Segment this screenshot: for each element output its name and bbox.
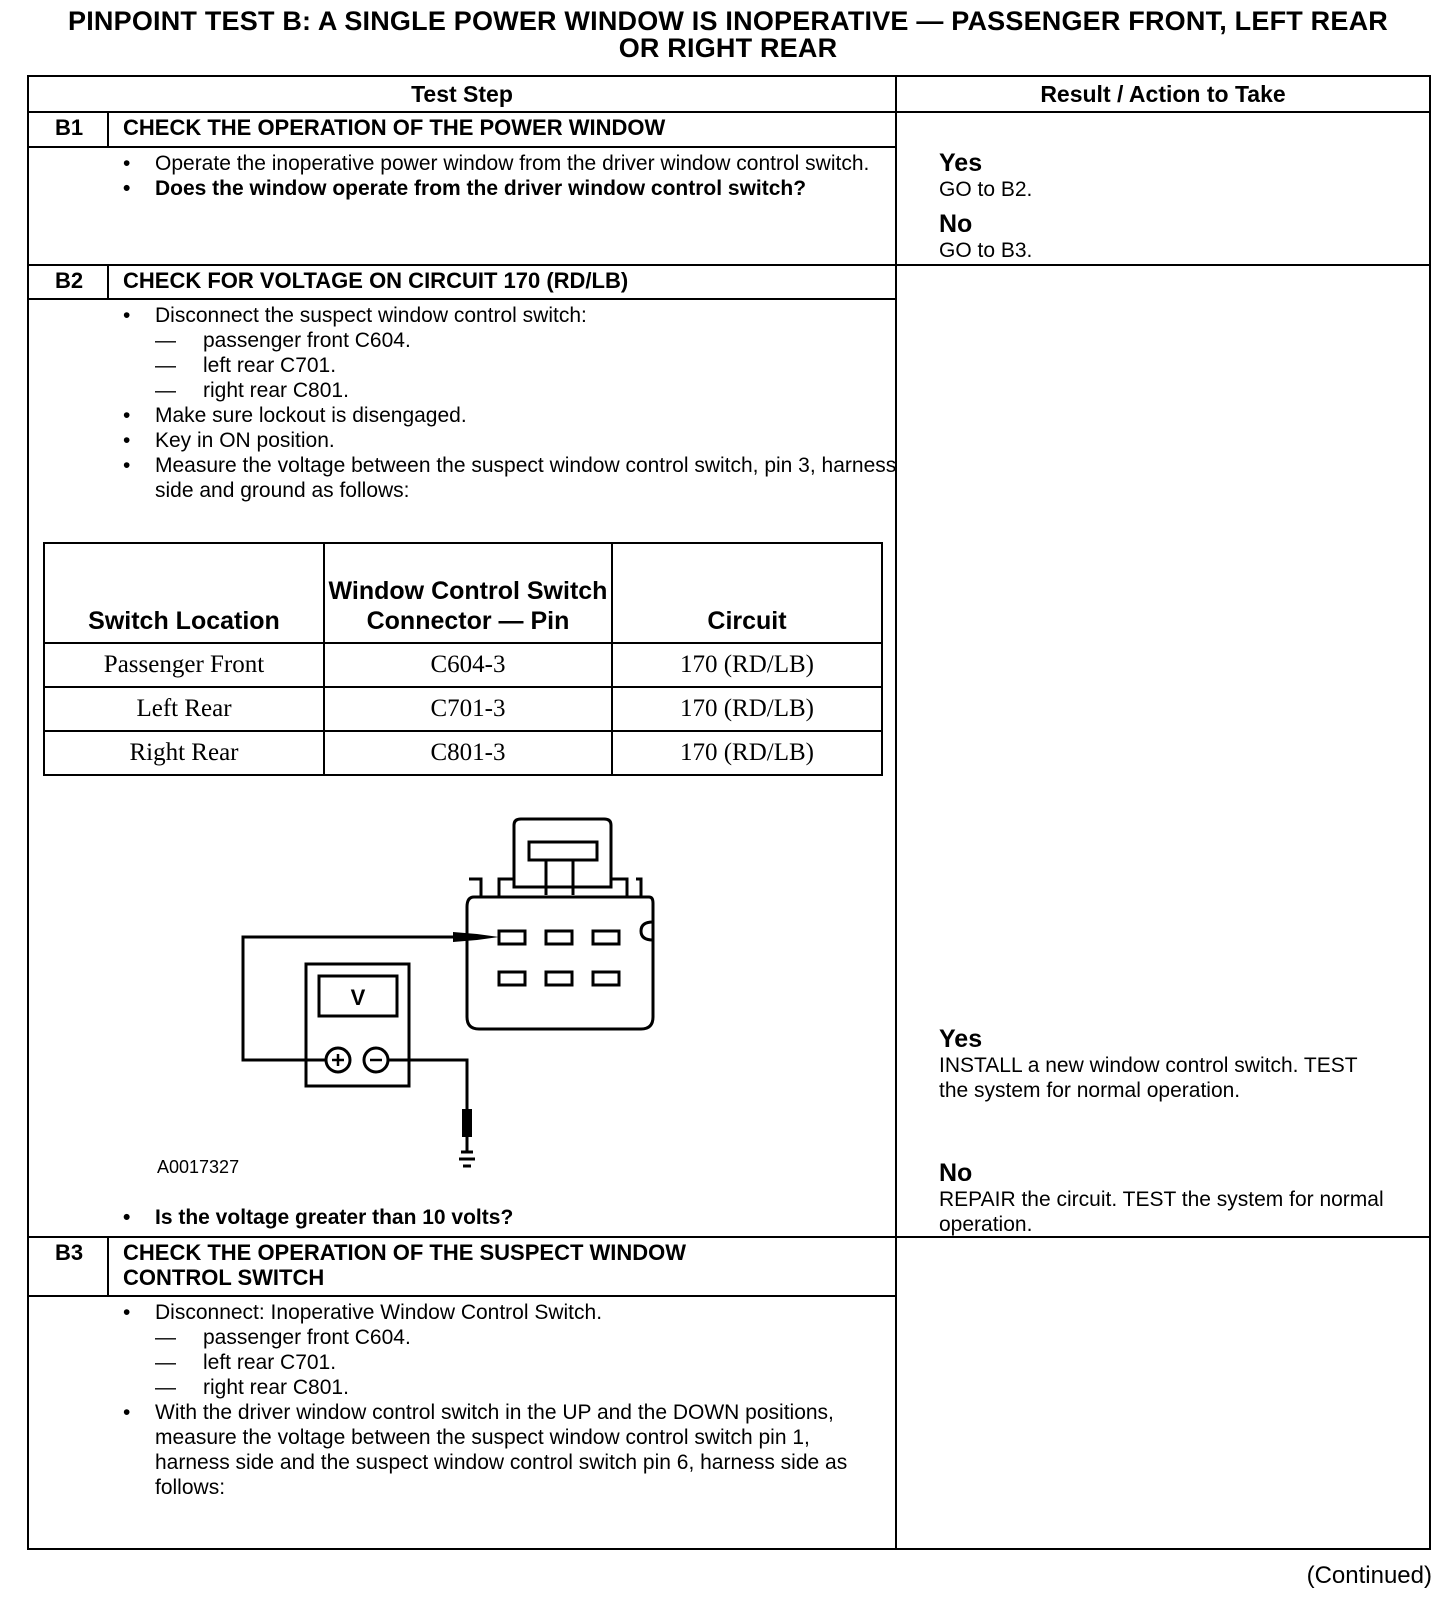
table-header-row xyxy=(44,543,882,643)
step-id-b3: B3 xyxy=(54,1240,84,1265)
bullet-text: Make sure lockout is disengaged. xyxy=(155,404,467,427)
sub-item: — left rear C701. xyxy=(155,354,337,377)
yes-action: INSTALL a new window control switch. TEST the system for normal operation. xyxy=(939,1054,1358,1102)
table-row xyxy=(44,687,882,731)
connector-body xyxy=(467,897,653,1029)
result-b2 xyxy=(939,1025,1409,1237)
bullet-question: • Is the voltage greater than 10 volts? xyxy=(123,1206,514,1229)
sub-text: left rear C701. xyxy=(203,1351,337,1374)
yes-label: Yes xyxy=(939,1025,983,1053)
sub-text: passenger front C604. xyxy=(203,329,411,352)
table-cell: Left Rear xyxy=(44,687,324,731)
step-title-b3: CHECK THE OPERATION OF THE SUSPECT WINDOW CONTROL SWITCH xyxy=(123,1240,687,1290)
bullet-item: • Disconnect the suspect window control switch: xyxy=(123,304,587,327)
voltmeter-connector-diagram xyxy=(209,807,689,1177)
title-line-1: PINPOINT TEST B: A SINGLE POWER WINDOW IS INOPERATIVE — PASSENGER FRONT, LEFT REAR xyxy=(68,6,1388,36)
yes-action: GO to B2. xyxy=(939,178,1033,201)
table-cell: Passenger Front xyxy=(44,643,324,687)
step-title-b2: CHECK FOR VOLTAGE ON CIRCUIT 170 (RD/LB) xyxy=(123,268,629,293)
step-divider xyxy=(29,264,1429,266)
column-header: Circuit xyxy=(612,543,882,643)
bullet-text: With the driver window control switch in the UP and the DOWN positions, measure the voltage between the suspect window control switch pin 1, harness side and the suspect window control switch pin 6, harness side as follows: xyxy=(155,1401,848,1499)
step-id-b2: B2 xyxy=(54,268,84,293)
table-row xyxy=(44,643,882,687)
table-cell: C801-3 xyxy=(324,731,612,775)
step-title-divider xyxy=(29,298,895,300)
bullet-item: • Make sure lockout is disengaged. xyxy=(123,404,467,427)
column-header: Window Control Switch Connector — Pin xyxy=(324,543,612,643)
column-header: Switch Location xyxy=(44,543,324,643)
bullet-text: Does the window operate from the driver window control switch? xyxy=(155,177,807,200)
header-divider xyxy=(29,111,1429,113)
step-divider xyxy=(29,1236,1429,1238)
voltmeter-body xyxy=(306,964,409,1086)
step-b3-body xyxy=(119,1300,909,1500)
step-b1-body xyxy=(119,151,909,201)
step-id-b1: B1 xyxy=(54,115,84,140)
pinpoint-test-table xyxy=(27,75,1431,1550)
bullet-item: • Key in ON position. xyxy=(123,429,335,452)
table-cell: C604-3 xyxy=(324,643,612,687)
probe-tip xyxy=(453,932,499,942)
connector-pin xyxy=(546,972,572,985)
step-title-divider xyxy=(29,146,895,148)
bullet-item: • Measure the voltage between the suspect window control switch, pin 3, harness side and ground as follows: xyxy=(123,454,897,502)
connector-pin xyxy=(593,972,619,985)
bullet-text: Disconnect the suspect window control switch: xyxy=(155,304,587,327)
table-cell: 170 (RD/LB) xyxy=(612,731,882,775)
connector-pin xyxy=(593,931,619,944)
connector-pin xyxy=(499,972,525,985)
sub-item: — right rear C801. xyxy=(155,379,349,402)
title-line-2: OR RIGHT REAR xyxy=(618,33,838,63)
header-test-step: Test Step xyxy=(411,81,513,107)
bullet-text: Operate the inoperative power window from the driver window control switch. xyxy=(155,152,870,175)
sub-text: right rear C801. xyxy=(203,1376,349,1399)
yes-label: Yes xyxy=(939,149,983,177)
table-cell: C701-3 xyxy=(324,687,612,731)
bullet-item: • Operate the inoperative power window from the driver window control switch. xyxy=(123,152,870,175)
sub-item: — passenger front C604. xyxy=(155,1326,411,1349)
step-b2-question xyxy=(119,1205,909,1230)
bullet-text: Disconnect: Inoperative Window Control Switch. xyxy=(155,1301,603,1324)
sub-item: — right rear C801. xyxy=(155,1376,349,1399)
result-b1 xyxy=(939,149,1409,263)
connector-pin-3 xyxy=(499,931,525,944)
table-cell: 170 (RD/LB) xyxy=(612,687,882,731)
table-cell: 170 (RD/LB) xyxy=(612,643,882,687)
sub-text: left rear C701. xyxy=(203,354,337,377)
bullet-text: Measure the voltage between the suspect window control switch, pin 3, harness side and ground as follows: xyxy=(155,454,897,502)
bullet-text: Is the voltage greater than 10 volts? xyxy=(155,1206,514,1229)
voltmeter-label: V xyxy=(350,985,366,1010)
figure-id: A0017327 xyxy=(157,1157,240,1177)
no-action: REPAIR the circuit. TEST the system for normal operation. xyxy=(939,1188,1384,1236)
no-label: No xyxy=(939,1159,973,1187)
sub-text: passenger front C604. xyxy=(203,1326,411,1349)
bullet-item: • With the driver window control switch in the UP and the DOWN positions, measure the voltage between the suspect window control switch pin 1, harness side and the suspect window control switch pin 6, harness side as follows: xyxy=(123,1401,848,1499)
bullet-item: • Disconnect: Inoperative Window Control Switch. xyxy=(123,1301,603,1324)
voltage-spec-table xyxy=(43,542,883,776)
continued-label: (Continued) xyxy=(1306,1562,1432,1589)
header-result: Result / Action to Take xyxy=(1040,81,1286,107)
connector-tab xyxy=(529,842,597,860)
sub-item: — left rear C701. xyxy=(155,1351,337,1374)
no-action: GO to B3. xyxy=(939,239,1033,262)
ground-symbol xyxy=(459,1152,475,1166)
table-row xyxy=(44,731,882,775)
sub-text: right rear C801. xyxy=(203,379,349,402)
connector-pin xyxy=(546,931,572,944)
no-label: No xyxy=(939,210,973,238)
step-b2-body xyxy=(119,303,909,503)
bullet-question: • Does the window operate from the driver window control switch? xyxy=(123,177,807,200)
step-title-divider xyxy=(29,1295,895,1297)
ground-probe xyxy=(462,1109,472,1137)
table-cell: Right Rear xyxy=(44,731,324,775)
sub-item: — passenger front C604. xyxy=(155,329,411,352)
step-title-b1: CHECK THE OPERATION OF THE POWER WINDOW xyxy=(123,115,666,140)
bullet-text: Key in ON position. xyxy=(155,429,335,452)
page-title xyxy=(0,8,1456,62)
